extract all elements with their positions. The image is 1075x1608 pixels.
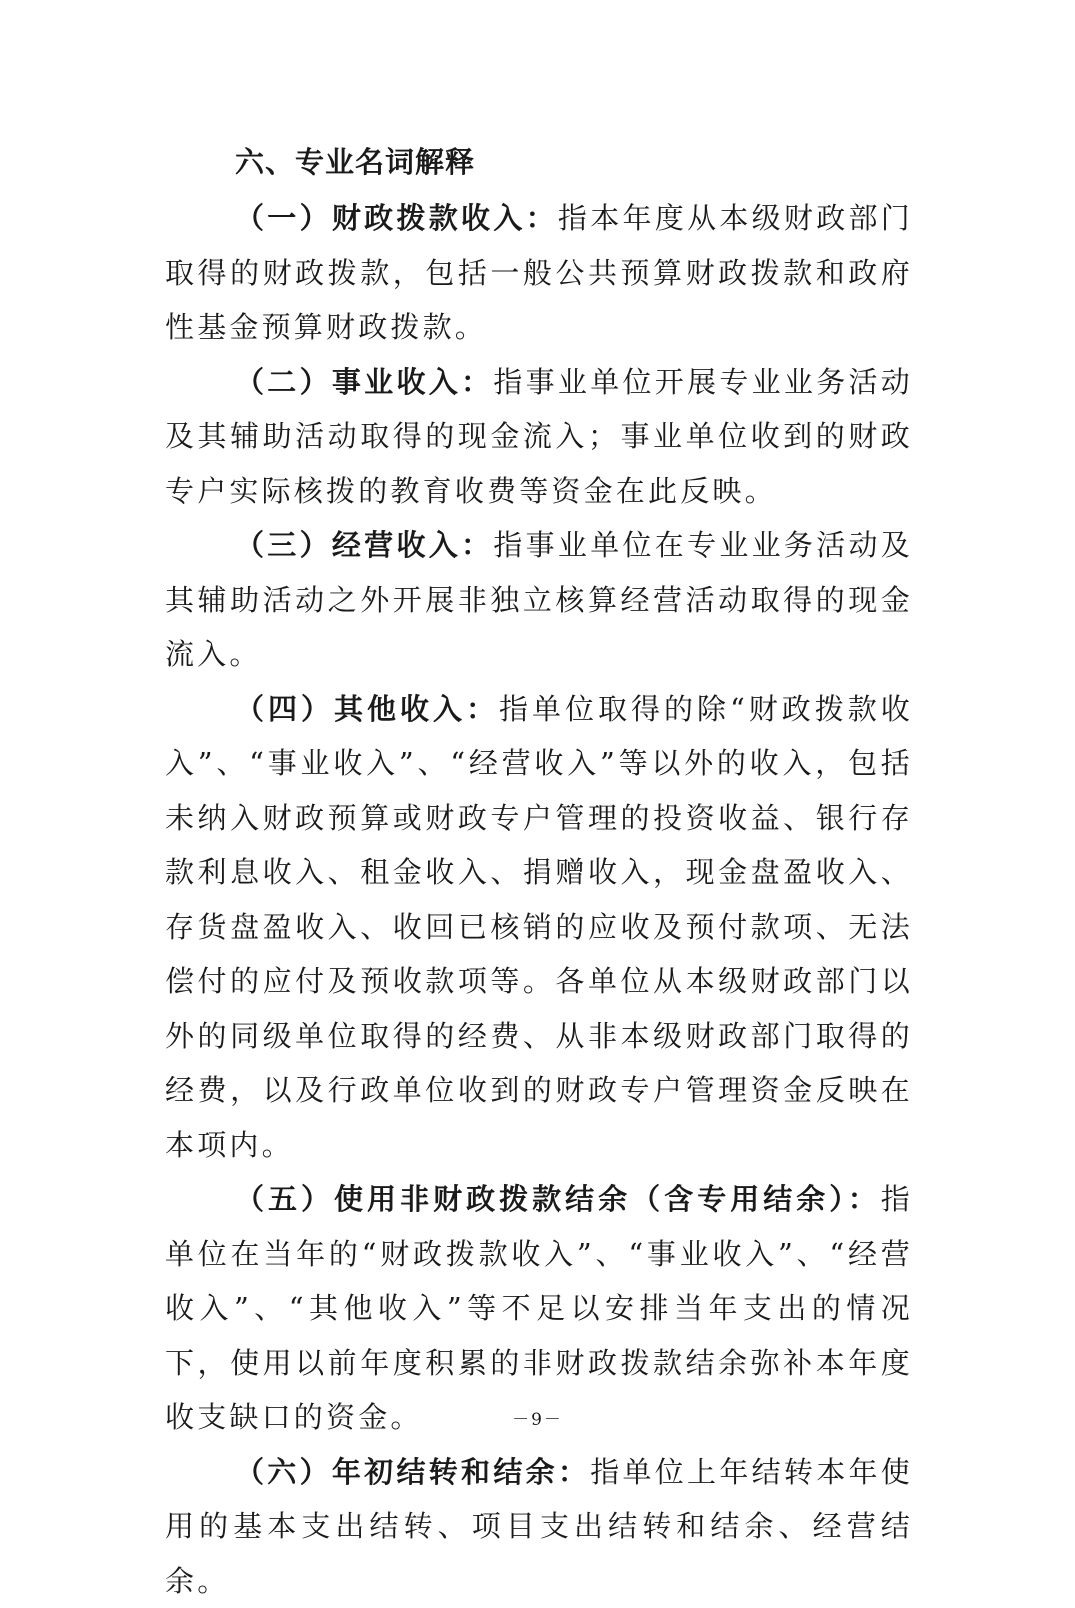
definition-term: （六）年初结转和结余： xyxy=(235,1455,590,1489)
definition-paragraph-1 xyxy=(165,191,913,355)
definition-paragraph-5 xyxy=(165,1172,913,1445)
definition-paragraph-6 xyxy=(165,1445,913,1608)
definition-paragraph-3 xyxy=(165,518,913,682)
definition-paragraph-4 xyxy=(165,682,913,1173)
definition-term: （五）使用非财政拨款结余（含专用结余）： xyxy=(235,1182,881,1216)
section-heading: 六、专业名词解释 xyxy=(235,140,475,184)
definition-term: （四）其他收入： xyxy=(235,692,499,726)
definition-term: （三）经营收入： xyxy=(235,528,493,562)
page-number: －9－ xyxy=(0,1408,1075,1432)
definition-body: 指事业单位开展专业业务活动及其辅助活动取得的现金流入；事业单位收到的财政专户实际核拨的教育收费等资金在此反映。 xyxy=(165,365,913,508)
definition-body: 指单位取得的除“财政拨款收入”、“事业收入”、“经营收入”等以外的收入，包括未纳入财政预算或财政专户管理的投资收益、银行存款利息收入、租金收入、捐赠收入，现金盘盈收入、存货盘盈收入、收回已核销的应收及预付款项、无法偿付的应付及预收款项等。各单位从本级财政部门以外的同级单位取得的经费、从非本级财政部门取得的经费，以及行政单位收到的财政专户管理资金反映在本项内。 xyxy=(165,692,913,1162)
definition-paragraph-2 xyxy=(165,355,913,519)
definition-body: 指单位上年结转本年使用的基本支出结转、项目支出结转和结余、经营结余。 xyxy=(165,1455,913,1598)
definition-term: （一）财政拨款收入： xyxy=(235,201,558,235)
document-body xyxy=(165,191,913,1608)
definition-body: 指单位在当年的“财政拨款收入”、“事业收入”、“经营收入”、“其他收入”等不足以安排当年支出的情况下，使用以前年度积累的非财政拨款结余弥补本年度收支缺口的资金。 xyxy=(165,1182,913,1434)
definition-body: 指本年度从本级财政部门取得的财政拨款，包括一般公共预算财政拨款和政府性基金预算财政拨款。 xyxy=(165,201,913,344)
definition-term: （二）事业收入： xyxy=(235,365,493,399)
definition-body: 指事业单位在专业业务活动及其辅助活动之外开展非独立核算经营活动取得的现金流入。 xyxy=(165,528,913,671)
